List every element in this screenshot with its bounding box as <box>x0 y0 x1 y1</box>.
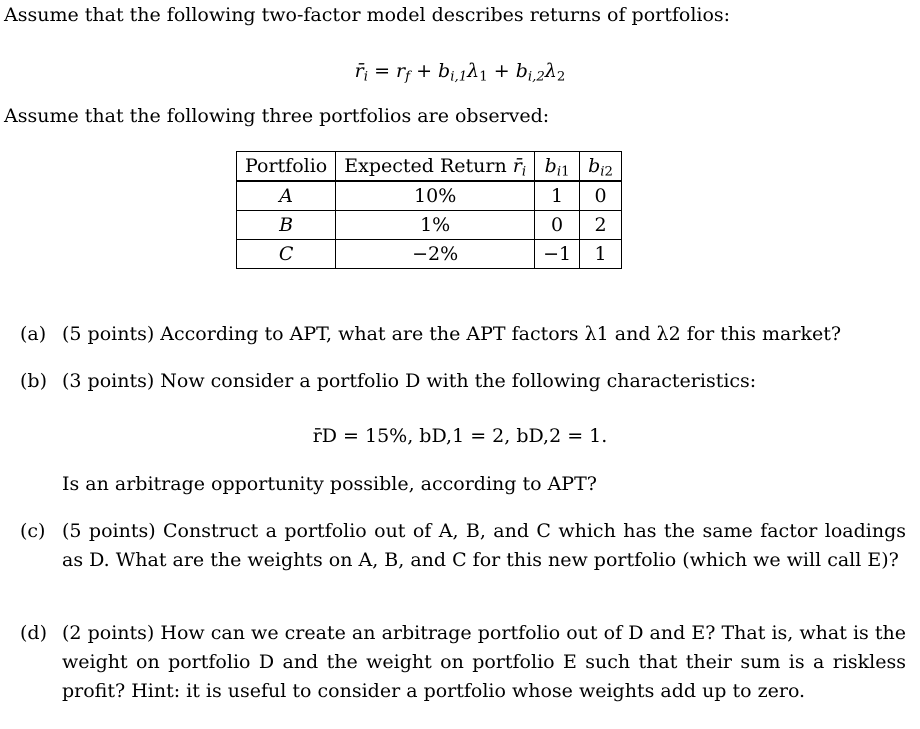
table-cell: B <box>237 211 336 240</box>
table-cell: A <box>237 181 336 211</box>
table-cell: −1 <box>535 240 580 269</box>
table-cell: 10% <box>336 181 535 211</box>
intro-text: Assume that the following two-factor model describes returns of portfolios: <box>4 4 731 26</box>
header-bi2: $b_{i2}$ <box>580 152 622 182</box>
portfolio-table <box>236 151 622 269</box>
table-row <box>237 240 622 269</box>
question-text: (5 points) According to APT, what are the APT factors λ1 and λ2 for this market? <box>62 323 842 345</box>
table-cell: 0 <box>535 211 580 240</box>
table-cell: C <box>237 240 336 269</box>
header-bi1: $b_{i1}$ <box>535 152 580 182</box>
question-c <box>20 517 906 575</box>
question-text: (3 points) Now consider a portfolio D with the following characteristics: <box>62 370 757 392</box>
question-a <box>20 320 906 349</box>
question-label: (b) <box>20 370 47 392</box>
question-label: (c) <box>20 520 46 542</box>
header-portfolio: Portfolio <box>237 152 336 182</box>
observed-text: Assume that the following three portfolios are observed: <box>4 105 550 127</box>
question-label: (a) <box>20 323 47 345</box>
table-cell: 0 <box>580 181 622 211</box>
model-equation: $r̄_i = r_f + b_{i,1}\lambda_1 + b_{i,2}\lambda_2$ <box>354 60 566 85</box>
table-cell: 1 <box>535 181 580 211</box>
header-expected-return: Expected Return $r̄_i$ <box>336 152 535 182</box>
table-cell: 1% <box>336 211 535 240</box>
question-b-followup: Is an arbitrage opportunity possible, according to APT? <box>62 473 597 495</box>
portfolio-d-equation: r̄D = 15%, bD,1 = 2, bD,2 = 1. <box>312 425 608 447</box>
question-text: (2 points) How can we create an arbitrage portfolio out of D and E? That is, what is the weight on portfolio D and the weight on portfolio E such that their sum is a riskless profit? Hint: it is useful to consider a portfolio whose weights add up to zero. <box>62 622 906 702</box>
question-b <box>20 367 906 396</box>
question-d <box>20 619 906 706</box>
table-cell: 2 <box>580 211 622 240</box>
table-row <box>237 211 622 240</box>
table-header-row <box>237 152 622 182</box>
table-cell: −2% <box>336 240 535 269</box>
table-cell: 1 <box>580 240 622 269</box>
question-text: (5 points) Construct a portfolio out of A, B, and C which has the same factor loadings as D. What are the weights on A, B, and C for this new portfolio (which we will call E)? <box>62 520 906 571</box>
table-row <box>237 181 622 211</box>
question-label: (d) <box>20 622 47 644</box>
